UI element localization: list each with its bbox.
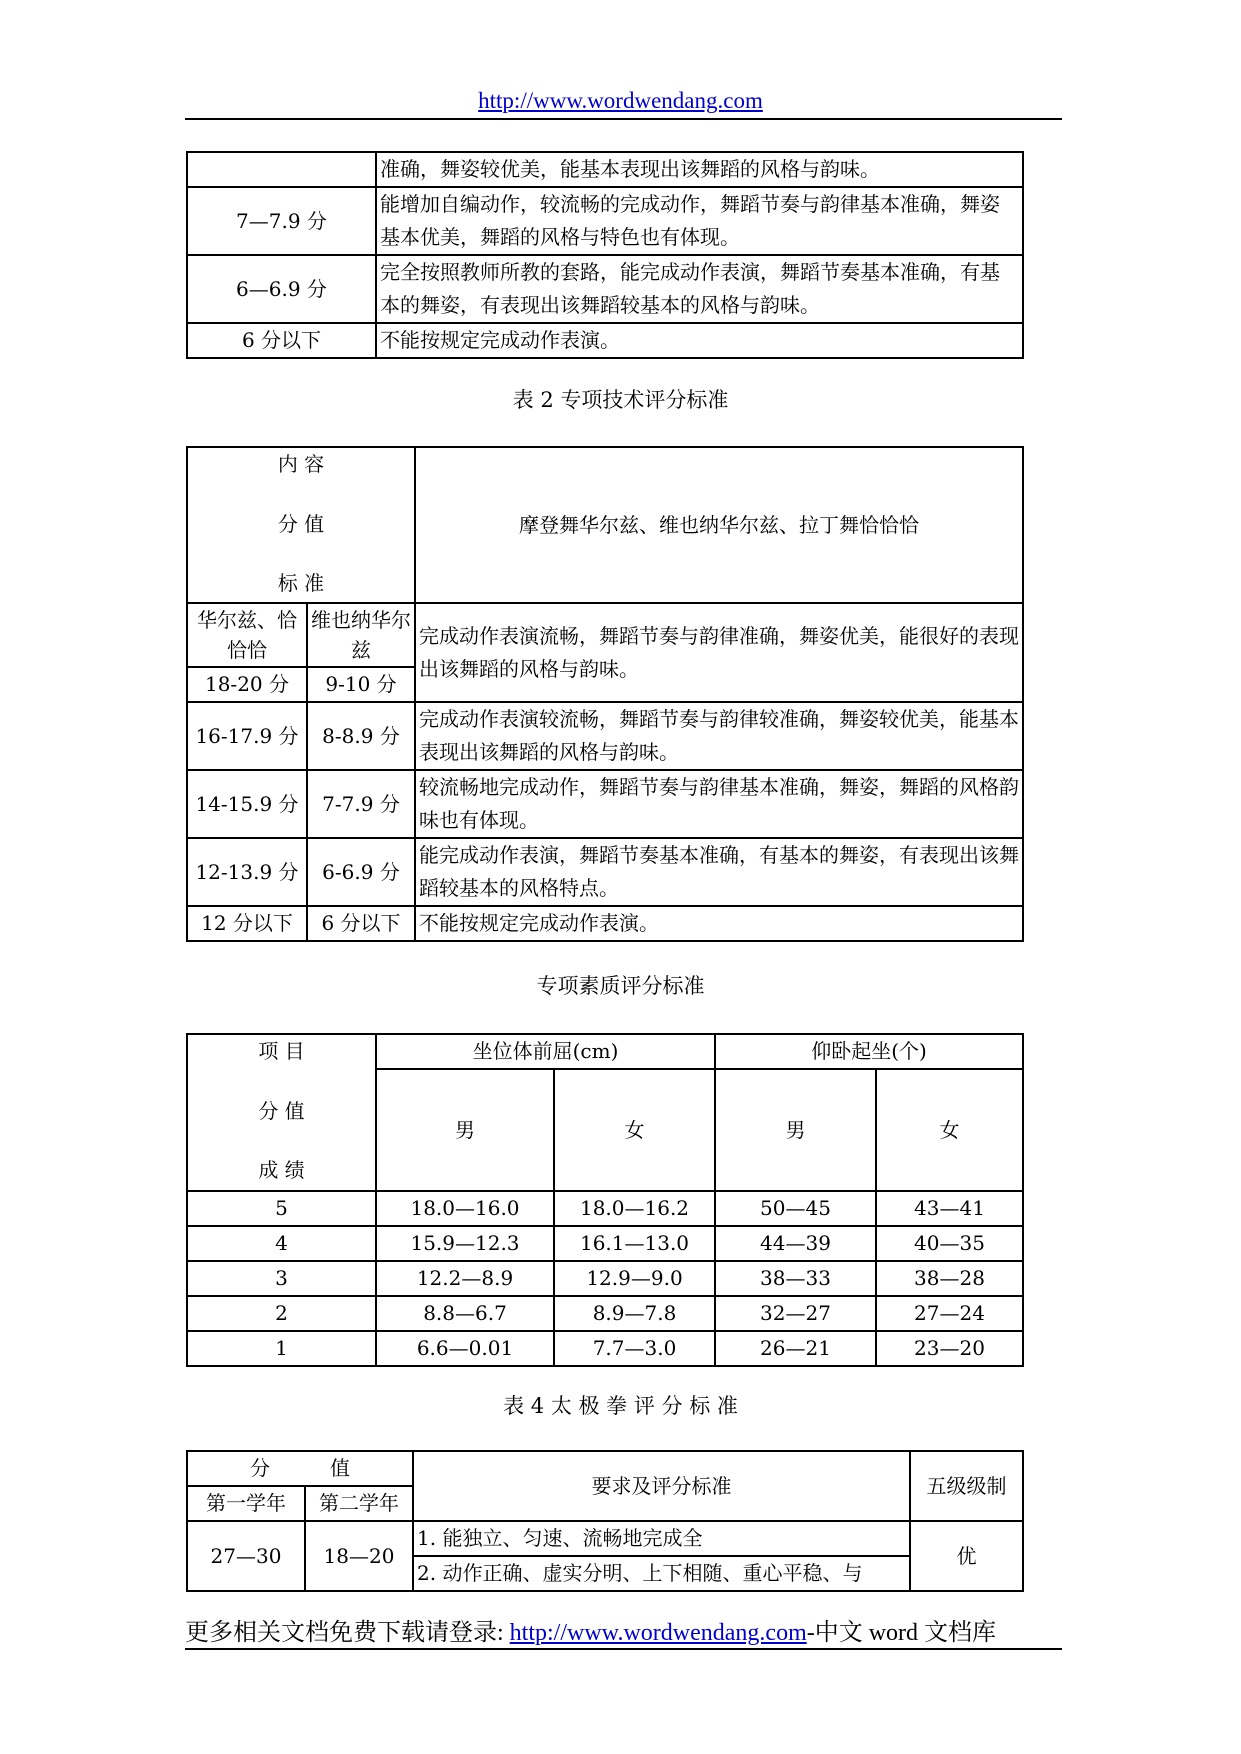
corner-mid-label: 分 值 [277,511,325,536]
requirements-cell [413,1521,910,1591]
score-header [187,1451,413,1486]
corner-bottom-label: 成 绩 [258,1158,305,1182]
year1-header: 第一学年 [187,1486,305,1521]
table-row [187,906,1023,941]
score-cell: 5 [187,1191,376,1226]
score-cell: 6 分以下 [187,323,376,358]
table-row [187,603,1023,667]
value-cell: 32—27 [715,1296,876,1331]
value-cell: 12.2—8.9 [376,1261,554,1296]
female-header: 女 [554,1069,715,1191]
value-cell: 27—24 [876,1296,1023,1331]
score-cell: 3 [187,1261,376,1296]
footer-prefix: 更多相关文档免费下载请登录: [185,1620,510,1646]
score-b-cell: 8-8.9 分 [307,702,415,770]
value-cell: 16.1—13.0 [554,1226,715,1261]
fitness-scoring-table [186,1033,1024,1367]
taichi-scoring-table [186,1450,1024,1592]
table-row [187,152,1023,187]
score-cell: 1 [187,1331,376,1366]
table-row [187,255,1023,323]
table-row [187,1331,1023,1366]
year1-score-cell: 27—30 [187,1521,305,1591]
table-row [187,838,1023,906]
dance-types-header: 摩登舞华尔兹、维也纳华尔兹、拉丁舞恰恰恰 [415,447,1023,603]
table-row [187,1226,1023,1261]
table-header-row [187,1034,1023,1069]
table3-caption: 专项素质评分标准 [536,974,705,998]
footer [185,1612,1062,1647]
value-cell: 18.0—16.2 [554,1191,715,1226]
value-cell: 6.6—0.01 [376,1331,554,1366]
table-row [187,770,1023,838]
table-header-row [187,447,1023,603]
table2-caption: 表 2 专项技术评分标准 [512,388,729,412]
corner-bottom-label: 标 准 [277,571,325,595]
value-cell: 38—28 [876,1261,1023,1296]
corner-top-label: 内 容 [277,452,325,476]
score-header-char-b: 值 [330,1456,350,1480]
description-cell: 不能按规定完成动作表演。 [376,323,1023,358]
score-cell: 7—7.9 分 [187,187,376,255]
score-b-cell: 7-7.9 分 [307,770,415,838]
corner-mid-label: 分 值 [258,1098,305,1123]
value-cell: 43—41 [876,1191,1023,1226]
sit-ups-header: 仰卧起坐(个) [715,1034,1023,1069]
corner-top-label: 项 目 [258,1039,305,1063]
description-cell: 完成动作表演流畅，舞蹈节奏与韵律准确，舞姿优美，能很好的表现出该舞蹈的风格与韵味。 [415,603,1023,702]
description-cell: 完全按照教师所教的套路，能完成动作表演，舞蹈节奏基本准确，有基本的舞姿，有表现出该舞蹈较基本的风格与韵味。 [376,255,1023,323]
corner-header [187,447,415,603]
grade-header: 五级级制 [910,1451,1023,1521]
value-cell: 26—21 [715,1331,876,1366]
score-cell: 6—6.9 分 [187,255,376,323]
value-cell: 44—39 [715,1226,876,1261]
description-cell: 能完成动作表演，舞蹈节奏基本准确，有基本的舞姿，有表现出该舞蹈较基本的风格特点。 [415,838,1023,906]
footer-suffix: -中文 word 文档库 [806,1620,997,1646]
table-row [187,1296,1023,1331]
score-b-cell: 6-6.9 分 [307,838,415,906]
table-row [187,1191,1023,1226]
year2-score-cell: 18—20 [305,1521,413,1591]
value-cell: 12.9—9.0 [554,1261,715,1296]
value-cell: 38—33 [715,1261,876,1296]
technique-scoring-table [186,446,1024,942]
score-cell: 4 [187,1226,376,1261]
table-header-row [187,1451,1023,1486]
table-row [187,187,1023,255]
requirement-item: 2. 动作正确、虚实分明、上下相随、重心平稳、与 [417,1561,863,1585]
footer-divider [185,1648,1062,1650]
value-cell: 50—45 [715,1191,876,1226]
col-header-viennese-waltz: 维也纳华尔兹 [307,603,415,667]
score-header-char-a: 分 [250,1456,270,1480]
table-row [187,1261,1023,1296]
value-cell: 7.7—3.0 [554,1331,715,1366]
corner-header [187,1034,376,1191]
description-cell: 不能按规定完成动作表演。 [415,906,1023,941]
table-row [187,702,1023,770]
table4-caption: 表 4 太 极 拳 评 分 标 准 [503,1394,738,1418]
grade-cell: 优 [910,1521,1023,1591]
female-header: 女 [876,1069,1023,1191]
description-cell: 较流畅地完成动作，舞蹈节奏与韵律基本准确，舞姿，舞蹈的风格韵味也有体现。 [415,770,1023,838]
dance-scoring-table-continued [186,151,1024,359]
score-cell [187,152,376,187]
table-row [187,323,1023,358]
value-cell: 8.8—6.7 [376,1296,554,1331]
score-a-cell: 12 分以下 [187,906,307,941]
sit-and-reach-header: 坐位体前屈(cm) [376,1034,715,1069]
value-cell: 8.9—7.8 [554,1296,715,1331]
value-cell: 18.0—16.0 [376,1191,554,1226]
score-b-cell: 6 分以下 [307,906,415,941]
value-cell: 23—20 [876,1331,1023,1366]
score-b-cell: 9-10 分 [307,667,415,702]
score-a-cell: 12-13.9 分 [187,838,307,906]
footer-url-link[interactable]: http://www.wordwendang.com [509,1620,807,1646]
requirements-header: 要求及评分标准 [413,1451,910,1521]
score-a-cell: 16-17.9 分 [187,702,307,770]
description-cell: 准确，舞姿较优美，能基本表现出该舞蹈的风格与韵味。 [376,152,1023,187]
male-header: 男 [715,1069,876,1191]
description-cell: 完成动作表演较流畅，舞蹈节奏与韵律较准确，舞姿较优美，能基本表现出该舞蹈的风格与韵味。 [415,702,1023,770]
value-cell: 15.9—12.3 [376,1226,554,1261]
year2-header: 第二学年 [305,1486,413,1521]
score-a-cell: 18-20 分 [187,667,307,702]
requirement-item: 1. 能独立、匀速、流畅地完成全 [414,1522,909,1557]
header-url-link[interactable]: http://www.wordwendang.com [478,88,763,113]
score-cell: 2 [187,1296,376,1331]
score-a-cell: 14-15.9 分 [187,770,307,838]
table-row [187,1521,1023,1591]
value-cell: 40—35 [876,1226,1023,1261]
description-cell: 能增加自编动作，较流畅的完成动作，舞蹈节奏与韵律基本准确，舞姿基本优美，舞蹈的风格与特色也有体现。 [376,187,1023,255]
male-header: 男 [376,1069,554,1191]
col-header-waltz-chacha: 华尔兹、恰恰恰 [187,603,307,667]
header-divider [185,118,1062,120]
